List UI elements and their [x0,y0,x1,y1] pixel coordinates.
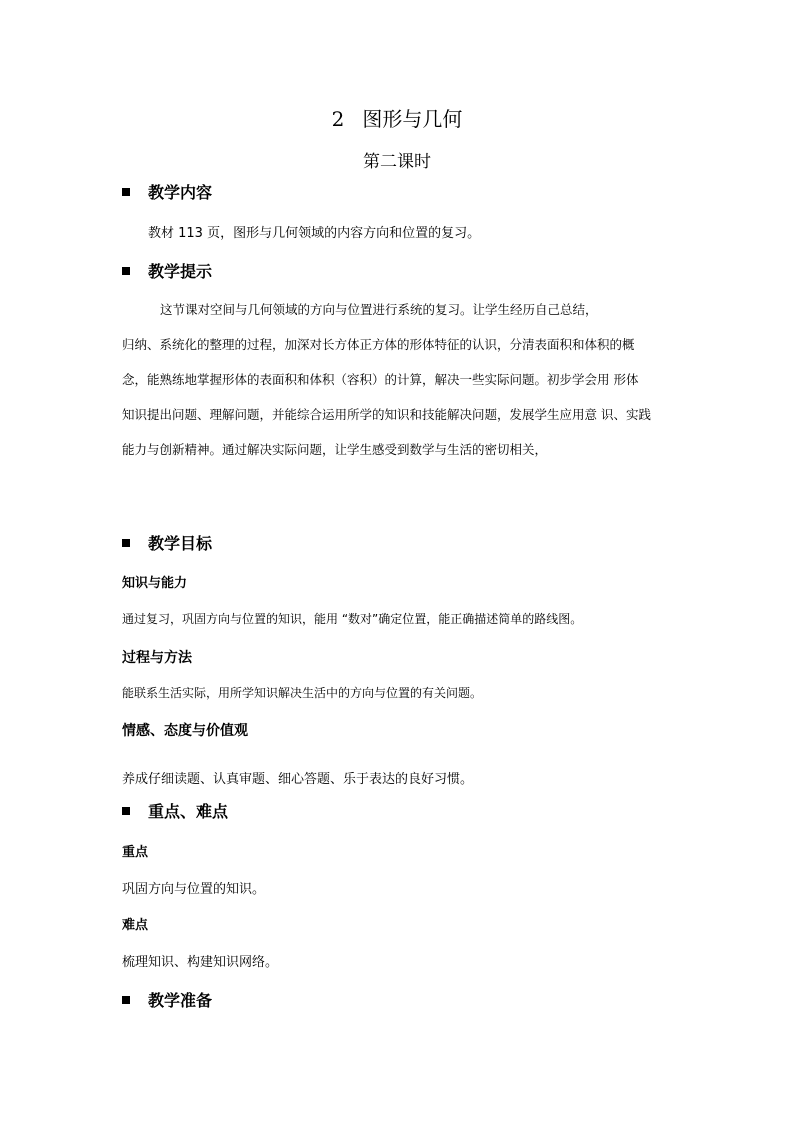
knowledge-text: 通过复习，巩固方向与位置的知识，能用 “数对”确定位置，能正确描述简单的路线图。 [122,612,583,626]
process-text: 能联系生活实际，用所学知识解决生活中的方向与位置的有关问题。 [122,686,483,700]
key-text: 巩固方向与位置的知识。 [122,882,266,897]
tips-line: 这节课对空间与几何领域的方向与位置进行系统的复习。让学生经历自己总结， [160,302,598,317]
difficult-label: 难点 [122,918,149,933]
section-heading-text: 教学内容 [148,183,213,202]
content-text: 教材 113 页，图形与几何领域的内容方向和位置的复习。 [148,226,481,241]
section-heading-text: 教学提示 [148,262,213,281]
section-heading-text: 教学准备 [148,991,213,1010]
section-heading-goals [122,531,212,554]
key-label: 重点 [122,845,149,860]
section-heading-key [122,799,228,822]
square-bullet-icon [122,539,130,547]
emotion-heading: 情感、态度与价值观 [122,723,248,739]
tips-line: 归纳、系统化的整理的过程，加深对长方体正方体的形体特征的认识，分清表面积和体积的概 [122,337,635,352]
section-heading-content [122,180,212,203]
section-heading-prep [122,988,212,1011]
tips-paragraph [122,292,677,467]
square-bullet-icon [122,996,130,1004]
tips-line: 能力与创新精神。通过解决实际问题，让学生感受到数学与生活的密切相关， [122,442,548,457]
difficult-text: 梳理知识、构建知识网络。 [122,955,279,970]
title-number: 2 [331,107,345,131]
section-heading-text: 重点、难点 [148,802,229,821]
square-bullet-icon [122,188,130,196]
tips-line: 知识提出问题、理解问题，并能综合运用所学的知识和技能解决问题，发展学生应用意 识、实践 [122,407,651,422]
page-title [0,103,794,132]
section-heading-text: 教学目标 [148,534,213,553]
process-heading: 过程与方法 [122,650,192,666]
square-bullet-icon [122,807,130,815]
square-bullet-icon [122,267,130,275]
emotion-text: 养成仔细读题、认真审题、细心答题、乐于表达的良好习惯。 [122,772,474,787]
section-heading-tips [122,259,212,282]
knowledge-heading: 知识与能力 [122,576,188,591]
title-text: 图形与几何 [362,107,463,131]
page-subtitle: 第二课时 [363,152,431,172]
tips-line: 念，能熟练地掌握形体的表面积和体积（容积）的计算，解决一些实际问题。初步学会用 形体 [122,372,639,387]
